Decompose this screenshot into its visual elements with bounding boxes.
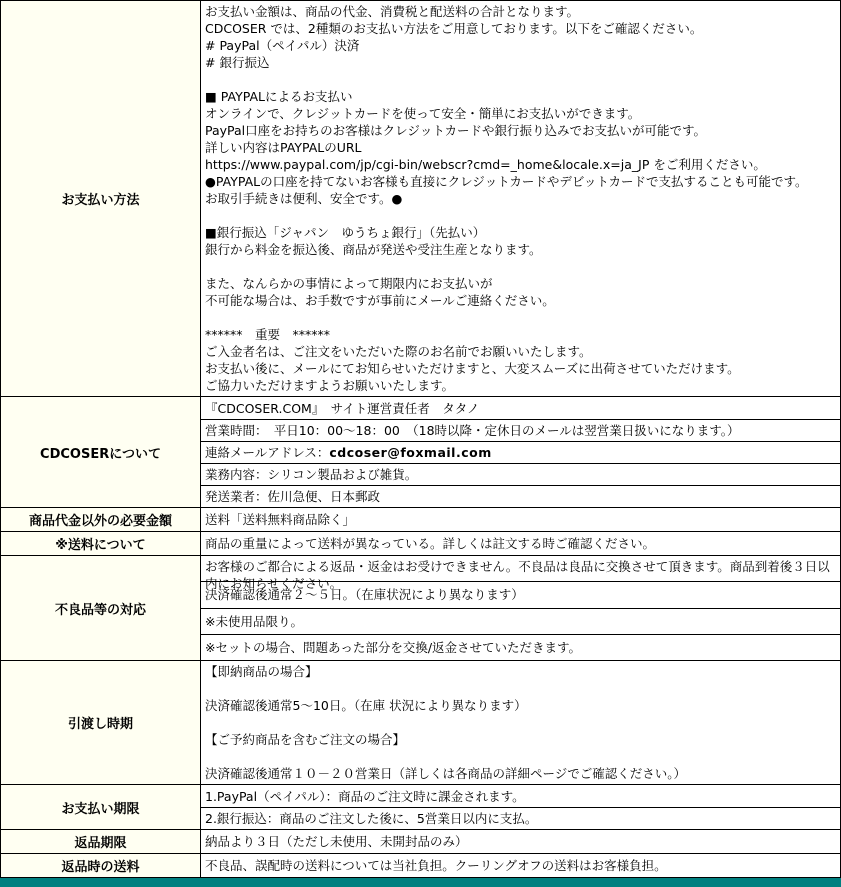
return-deadline-text bbox=[201, 830, 840, 853]
return-shipping-text bbox=[201, 854, 840, 877]
section-label-about-cdcoser: CDCOSERについて bbox=[1, 397, 201, 507]
defective-exchange-time bbox=[201, 581, 840, 607]
section-label-payment-method: お支払い方法 bbox=[1, 1, 201, 396]
section-label-shipping-note: ※送料について bbox=[1, 532, 201, 555]
text-line: 決済確認後通常２～５日。（在庫状況により異なります） bbox=[205, 587, 524, 603]
row-payment-deadline bbox=[1, 785, 840, 830]
text-line: 決済確認後通常１０－２０営業日（詳しくは各商品の詳細ページでご確認ください。） bbox=[205, 766, 687, 781]
section-content-return-shipping bbox=[201, 854, 840, 877]
section-content-payment-method bbox=[201, 1, 840, 396]
about-contact-email bbox=[201, 441, 840, 463]
section-label-payment-deadline: お支払い期限 bbox=[1, 785, 201, 829]
row-payment-method bbox=[1, 1, 840, 397]
text-line bbox=[205, 748, 836, 765]
text-line: オンラインで、クレジットカードを使って安全・簡単にお支払いができます。 bbox=[205, 106, 641, 121]
row-defective-items bbox=[1, 556, 840, 661]
text-line bbox=[205, 207, 836, 224]
teal-footer-bar bbox=[0, 878, 841, 887]
text-line: 決済確認後通常5～10日。（在庫 状況により異なります） bbox=[205, 698, 527, 713]
shipping-note-text bbox=[201, 532, 840, 555]
text-line: 不可能な場合は、お手数ですが事前にメールご連絡ください。 bbox=[205, 293, 555, 308]
row-about-cdcoser bbox=[1, 397, 840, 508]
text-line: 【ご予約商品を含むご注文の場合】 bbox=[205, 732, 406, 747]
payment-deadline-bank bbox=[201, 807, 840, 829]
text-line bbox=[205, 714, 836, 731]
row-shipping-note bbox=[1, 532, 840, 556]
text-line: ■銀行振込「ジャパン ゆうちょ銀行」（先払い） bbox=[205, 225, 486, 240]
text-line: 発送業者：佐川急便、日本郵政 bbox=[205, 489, 381, 504]
text-line: 【即納商品の場合】 bbox=[205, 664, 318, 679]
about-business-hours bbox=[201, 419, 840, 441]
section-content-payment-deadline bbox=[201, 785, 840, 829]
text-line: # 銀行振込 bbox=[205, 55, 270, 70]
row-return-shipping bbox=[1, 854, 840, 878]
section-content-return-deadline bbox=[201, 830, 840, 853]
about-site-operator bbox=[201, 397, 840, 419]
section-content-delivery-time bbox=[201, 661, 840, 784]
text-line bbox=[205, 71, 836, 88]
text-line: ご入金者名は、ご注文をいただいた際のお名前でお願いいたします。 bbox=[205, 344, 592, 359]
text-line: 商品の重量によって送料が異なっている。詳しくは註文する時ご確認ください。 bbox=[205, 536, 656, 551]
text-line: CDCOSER では、2種類のお支払い方法をご用意しております。以下をご確認ください。 bbox=[205, 21, 703, 36]
text-line: 銀行から料金を振込後、商品が発送や受注生産となります。 bbox=[205, 242, 542, 257]
defective-set-policy bbox=[201, 634, 840, 660]
text-line: 『CDCOSER.COM』 サイト運営責任者 タタノ bbox=[205, 400, 480, 416]
extra-fees-text bbox=[201, 508, 840, 531]
text-line: 1.PayPal（ペイパル）：商品のご注文時に課金されます。 bbox=[205, 788, 525, 804]
section-label-defective-items: 不良品等の対応 bbox=[1, 556, 201, 660]
text-line: 送料「送料無料商品除く」 bbox=[205, 512, 356, 527]
about-business-description bbox=[201, 463, 840, 485]
text-line: ※未使用品限り。 bbox=[205, 613, 303, 629]
about-shipping-carriers bbox=[201, 485, 840, 507]
text-line: 不良品、誤配時の送料については当社負担。クーリングオフの送料はお客様負担。 bbox=[205, 858, 667, 873]
text-line bbox=[205, 309, 836, 326]
text-line: また、なんらかの事情によって期限内にお支払いが bbox=[205, 276, 493, 291]
text-line: 2.銀行振込：商品のご注文した後に、5営業日以内に支払。 bbox=[205, 811, 538, 826]
text-prefix: 連絡メールアドレス： bbox=[205, 445, 330, 460]
section-content-shipping-note bbox=[201, 532, 840, 555]
defective-unused-only bbox=[201, 608, 840, 634]
text-line: ****** 重要 ****** bbox=[205, 327, 331, 342]
defective-policy-text bbox=[201, 556, 840, 591]
text-line: 営業時間： 平日10：00～18：00 （18時以降・定休日のメールは翌営業日扱いになります。） bbox=[205, 423, 740, 438]
text-line: 業務内容：シリコン製品および雑貨。 bbox=[205, 467, 418, 482]
section-content-extra-fees bbox=[201, 508, 840, 531]
text-line: ■ PAYPALによるお支払い bbox=[205, 89, 353, 104]
text-line: PayPal口座をお持ちのお客様はクレジットカードや銀行振り込みでお支払いが可能です。 bbox=[205, 123, 706, 138]
section-label-delivery-time: 引渡し時期 bbox=[1, 661, 201, 784]
text-line: お客様のご都合による返品・返金はお受けできません。不良品は良品に交換させて頂きます。商品到着後３日以内にお知らせください。 bbox=[205, 559, 830, 591]
row-delivery-time bbox=[1, 661, 840, 785]
text-line: お支払い金額は、商品の代金、消費税と配送料の合計となります。 bbox=[205, 4, 580, 19]
text-line: https://www.paypal.com/jp/cgi-bin/webscr?cmd=_home&locale.x=ja_JP をご利用ください。 bbox=[205, 157, 766, 172]
section-label-return-deadline: 返品期限 bbox=[1, 830, 201, 853]
payment-deadline-paypal bbox=[201, 785, 840, 807]
row-return-deadline bbox=[1, 830, 840, 854]
delivery-time-text bbox=[201, 661, 840, 784]
text-line: ご協力いただけますようお願いいたします。 bbox=[205, 378, 455, 393]
text-line: # PayPal（ペイパル）決済 bbox=[205, 38, 360, 53]
section-label-extra-fees: 商品代金以外の必要金額 bbox=[1, 508, 201, 531]
section-content-about-cdcoser bbox=[201, 397, 840, 507]
email-address: cdcoser@foxmail.com bbox=[329, 445, 492, 460]
section-label-return-shipping: 返品時の送料 bbox=[1, 854, 201, 877]
text-line: ●PAYPALの口座を持てないお客様も直接にクレジットカードやデビットカードで支払することも可能です。 bbox=[205, 174, 808, 189]
text-line: 納品より３日（ただし未使用、未開封品のみ） bbox=[205, 834, 468, 849]
payment-method-text bbox=[201, 1, 840, 396]
text-line: 詳しい内容はPAYPALのURL bbox=[205, 140, 362, 155]
text-line: お支払い後に、メールにてお知らせいただけますと、大変スムーズに出荷させていただけます。 bbox=[205, 361, 740, 376]
section-content-defective-items bbox=[201, 556, 840, 660]
text-line: ※セットの場合、問題あった部分を交換/返金させていただきます。 bbox=[205, 639, 582, 655]
row-extra-fees bbox=[1, 508, 840, 532]
text-line bbox=[205, 680, 836, 697]
text-line bbox=[205, 258, 836, 275]
text-line bbox=[205, 444, 836, 461]
text-line: お取引手続きは便利、安全です。● bbox=[205, 191, 403, 206]
